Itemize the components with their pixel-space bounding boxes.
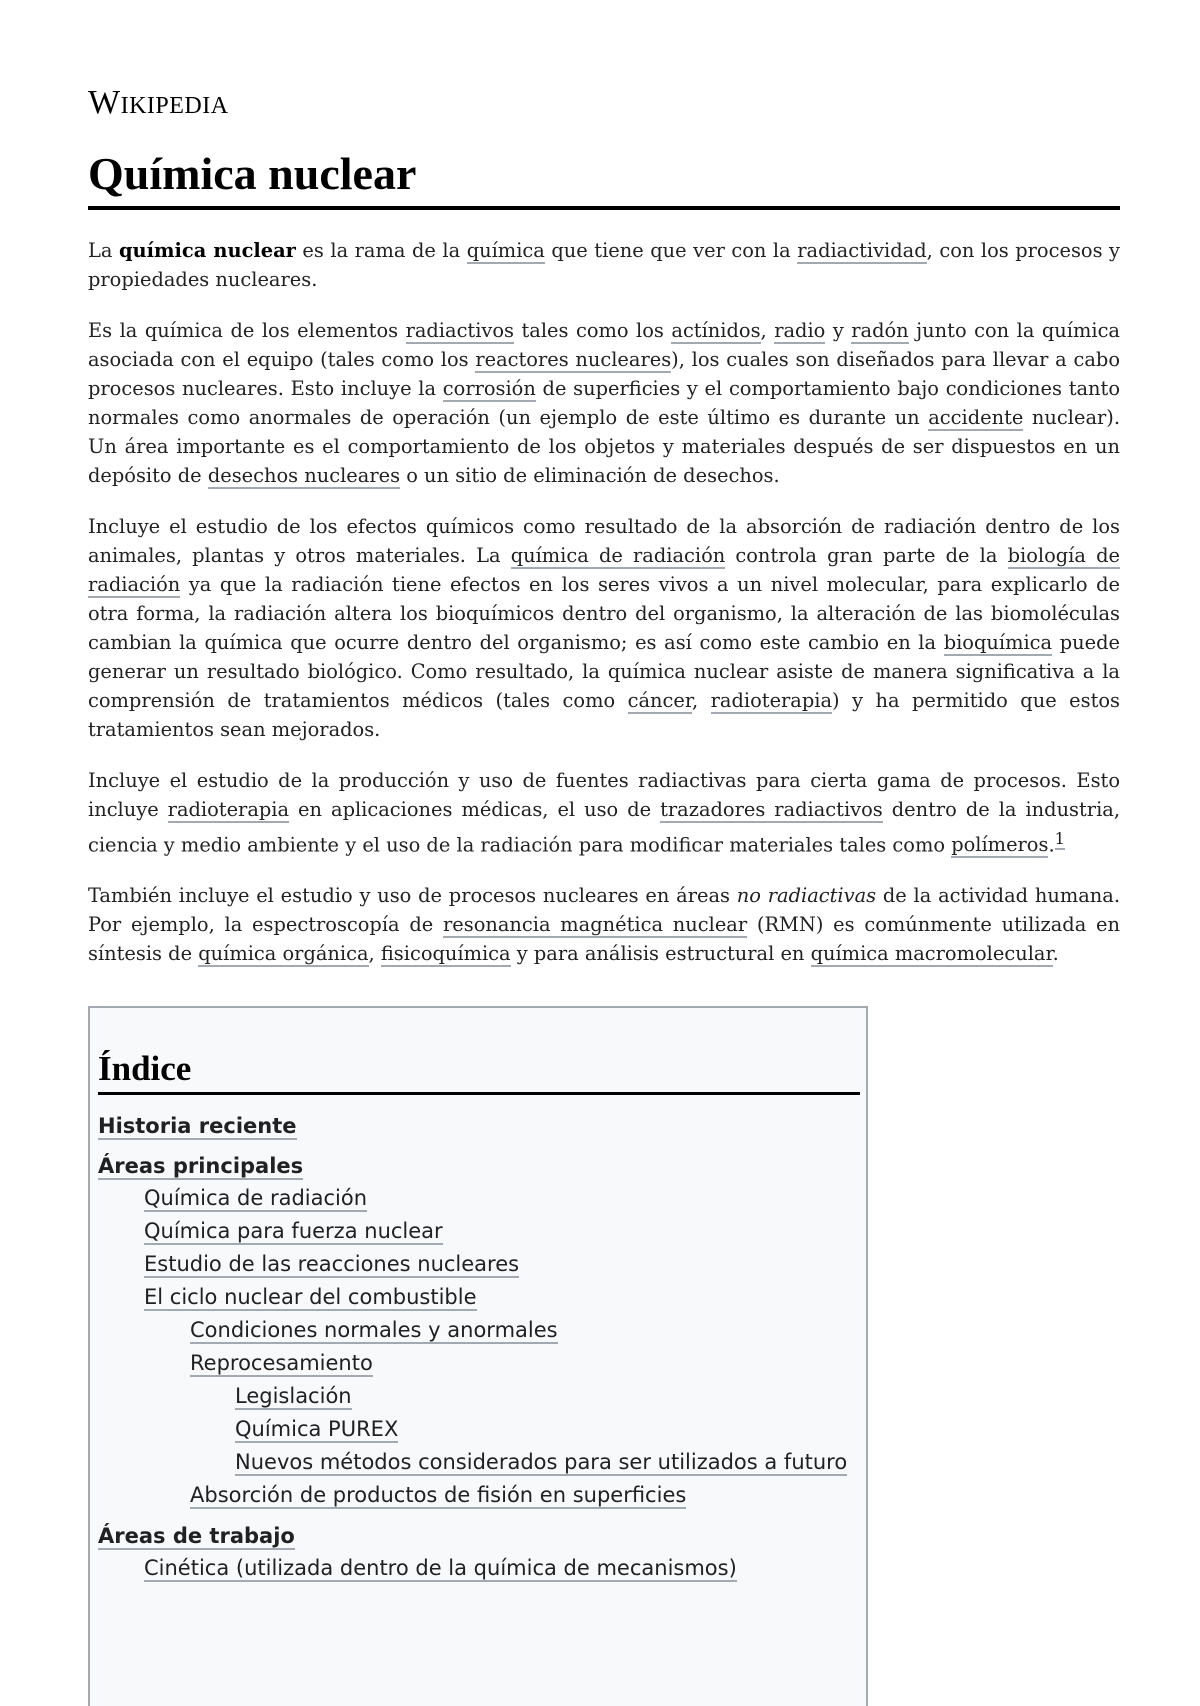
paragraph-5 — [88, 881, 1120, 968]
link-trazadores-radiactivos[interactable]: trazadores radiactivos — [660, 798, 883, 821]
toc-item-label[interactable]: Nuevos métodos considerados para ser utilizados a futuro — [235, 1450, 848, 1474]
text: ), los cuales son diseñados para llevar a cabo procesos nucleares. Esto incluye la — [88, 348, 1120, 400]
link-quimica-organica[interactable]: química orgánica — [198, 942, 369, 966]
link-quimica-de-radiacion[interactable]: química de radiación — [510, 544, 726, 567]
toc-item[interactable] — [98, 1281, 847, 1314]
wikipedia-logo[interactable]: Wikipedia — [88, 84, 229, 121]
toc-item-label[interactable]: Estudio de las reacciones nucleares — [144, 1252, 520, 1276]
paragraph-2 — [88, 316, 1120, 490]
link-quimica[interactable]: química — [466, 239, 545, 262]
link-biologia-de-radiacion[interactable]: biología de radiación — [88, 544, 1120, 596]
toc-item[interactable] — [98, 1520, 847, 1552]
reference-marker — [1055, 829, 1065, 850]
table-of-contents — [88, 1006, 868, 1706]
link-cancer[interactable]: cáncer — [627, 689, 693, 712]
toc-item-label[interactable]: Química PUREX — [235, 1417, 399, 1441]
text: Es la química de los elementos — [88, 319, 406, 342]
toc-item[interactable] — [98, 1380, 847, 1413]
link-radiactivos[interactable]: radiactivos — [405, 319, 515, 342]
text: tales como los — [514, 319, 672, 342]
text: , con los procesos y propiedades nucleares. — [88, 239, 1121, 291]
link-quimica-macromolecular[interactable]: química macromolecular — [810, 942, 1053, 966]
text: ya que la radiación tiene efectos en los seres vivos a un nivel molecular, para explicarlo de otra forma, la radiación altera los bioquímicos dentro del organismo, la alteración de las biomoléculas cambian la química que ocurre dentro del organismo; es así como este cambio en la — [88, 573, 1120, 654]
toc-item-label[interactable]: Química para fuerza nuclear — [144, 1219, 443, 1243]
paragraph-3 — [88, 512, 1120, 744]
text: dentro de la industria, ciencia y medio ambiente y el uso de la radiación para modificar materiales tales como — [88, 798, 1120, 857]
toc-heading: Índice — [98, 1046, 860, 1095]
text: de la actividad humana. Por ejemplo, la espectroscopía de — [88, 884, 1120, 937]
text: (RMN) es comúnmente utilizada en síntesis de — [88, 913, 1120, 966]
italic-term: no radiactivas — [736, 884, 877, 908]
article-body — [88, 236, 1120, 990]
toc-item-label[interactable]: Legislación — [235, 1384, 352, 1408]
text: . — [1048, 833, 1055, 857]
link-accidente[interactable]: accidente — [928, 406, 1024, 429]
toc-item[interactable] — [98, 1150, 847, 1182]
link-radon[interactable]: radón — [851, 319, 909, 342]
toc-item-label[interactable]: Reprocesamiento — [190, 1351, 373, 1375]
link-resonancia-magnetica-nuclear[interactable]: resonancia magnética nuclear — [443, 913, 748, 937]
text: o un sitio de eliminación de desechos. — [400, 464, 780, 487]
toc-item[interactable] — [98, 1552, 847, 1585]
paragraph-4 — [88, 766, 1120, 859]
text: Incluye el estudio de los efectos químicos como resultado de la absorción de radiación dentro de los animales, plantas y otros materiales. La — [88, 515, 1120, 567]
text: , — [368, 942, 381, 966]
link-radioterapia[interactable]: radioterapia — [167, 798, 290, 821]
page-title: Química nuclear — [88, 142, 1120, 210]
text: que tiene que ver con la — [544, 239, 798, 262]
toc-item[interactable] — [98, 1314, 847, 1347]
reference-link[interactable]: 1 — [1054, 829, 1065, 848]
toc-item[interactable] — [98, 1110, 847, 1142]
toc-list — [98, 1110, 847, 1585]
toc-item-label[interactable]: Condiciones normales y anormales — [190, 1318, 558, 1342]
toc-item-label[interactable]: El ciclo nuclear del combustible — [144, 1285, 477, 1309]
link-actinidos[interactable]: actínidos — [671, 319, 761, 342]
text: puede generar un resultado biológico. Como resultado, la química nuclear asiste de manera significativa a la comprensión de tratamientos médicos (tales como — [88, 631, 1120, 712]
text: junto con la química asociada con el equipo (tales como los — [88, 319, 1120, 371]
toc-item-label[interactable]: Áreas principales — [98, 1154, 304, 1178]
toc-item[interactable] — [98, 1347, 847, 1380]
text: ) y ha permitido que estos tratamientos sean mejorados. — [88, 689, 1120, 741]
bold-term: química nuclear — [118, 239, 296, 262]
link-polimeros[interactable]: polímeros — [951, 833, 1049, 857]
toc-item-label[interactable]: Áreas de trabajo — [98, 1524, 295, 1548]
text: y — [825, 319, 852, 342]
link-radio[interactable]: radio — [774, 319, 826, 342]
toc-item[interactable] — [98, 1215, 847, 1248]
paragraph-1 — [88, 236, 1120, 294]
link-desechos-nucleares[interactable]: desechos nucleares — [207, 464, 401, 487]
link-corrosion[interactable]: corrosión — [442, 377, 536, 400]
link-radioterapia[interactable]: radioterapia — [710, 689, 833, 712]
link-fisicoquimica[interactable]: fisicoquímica — [380, 942, 511, 966]
toc-item[interactable] — [98, 1182, 847, 1215]
text: de superficies y el comportamiento bajo condiciones tanto normales como anormales de operación (un ejemplo de este último es durante un — [88, 377, 1120, 429]
toc-item[interactable] — [98, 1446, 847, 1479]
toc-item[interactable] — [98, 1248, 847, 1281]
toc-item-label[interactable]: Historia reciente — [98, 1114, 297, 1138]
text: es la rama de la — [295, 239, 467, 262]
toc-item-label[interactable]: Química de radiación — [144, 1186, 368, 1210]
text: También incluye el estudio y uso de procesos nucleares en áreas — [88, 884, 737, 908]
toc-item[interactable] — [98, 1479, 847, 1512]
text: La — [88, 239, 119, 262]
text: Incluye el estudio de la producción y uso de fuentes radiactivas para cierta gama de procesos. Esto incluye — [88, 769, 1120, 821]
toc-item-label[interactable]: Absorción de productos de fisión en superficies — [190, 1483, 687, 1507]
text: controla gran parte de la — [725, 544, 1008, 567]
text: , — [760, 319, 775, 342]
text: , — [692, 689, 711, 712]
text: en aplicaciones médicas, el uso de — [289, 798, 661, 821]
link-reactores-nucleares[interactable]: reactores nucleares — [475, 348, 672, 371]
toc-item[interactable] — [98, 1413, 847, 1446]
link-bioquimica[interactable]: bioquímica — [943, 631, 1053, 654]
text: . — [1052, 942, 1059, 966]
text: nuclear). Un área importante es el comportamiento de los objetos y materiales después de ser dispuestos en un depósito de — [88, 406, 1120, 487]
toc-item-label[interactable]: Cinética (utilizada dentro de la química de mecanismos) — [144, 1556, 737, 1580]
text: y para análisis estructural en — [510, 942, 811, 966]
link-radiactividad[interactable]: radiactividad — [797, 239, 927, 262]
